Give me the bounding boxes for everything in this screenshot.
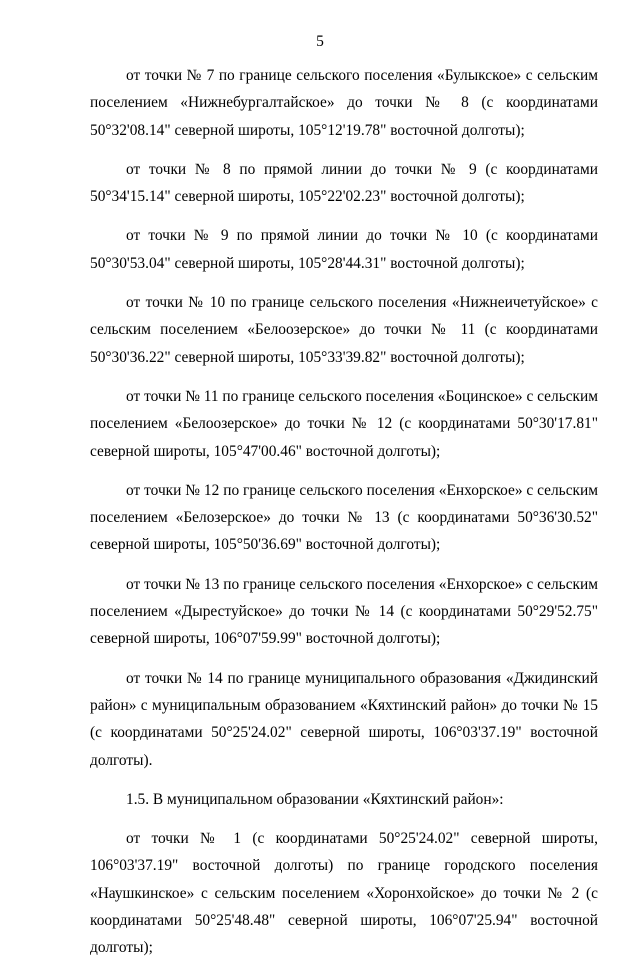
paragraph-point-14: от точки № 14 по границе муниципального образования «Джидинский район» с муниципальным образованием «Кяхтинский район» до точки № 15 (с координатами 50°25'24.02" северной широты, 106°03'37.19" восточной долготы). [90,669,598,769]
paragraph-point-10: от точки № 10 по границе сельского поселения «Нижнеичетуйское» с сельским поселением «Белоозерское» до точки № 11 (с координатами 50°30'36.22" северной широты, 105°33'39.82" восточной долготы); [90,294,598,366]
section-heading-1-5: 1.5. В муниципальном образовании «Кяхтинский район»: [126,790,504,808]
paragraph-point-11: от точки № 11 по границе сельского поселения «Боцинское» с сельским поселением «Белоозерское» до точки № 12 (с координатами 50°30'17.81" северной широты, 105°47'00.46" восточной долготы); [90,387,598,460]
document-body [90,62,598,974]
paragraph-point-8: от точки № 8 по прямой линии до точки № 9 (с координатами 50°34'15.14" северной широты, 105°22'02.23" восточной долготы); [90,160,598,206]
paragraph-point-13: от точки № 13 по границе сельского поселения «Енхорское» с сельским поселением «Дырестуйское» до точки № 14 (с координатами 50°29'52.75" северной широты, 106°07'59.99" восточной долготы); [90,575,598,648]
page-number: 5 [316,33,324,50]
paragraph-kyakhta-point-1: от точки № 1 (с координатами 50°25'24.02" северной широты, 106°03'37.19" восточной долготы) по границе городского поселения «Наушкинское» с сельским поселением «Хоронхойское» до точки № 2 (с координатами 50°25'48.48" северной широты, 106°07'25.94" восточной долготы); [90,830,598,957]
paragraph-point-7: от точки № 7 по границе сельского поселения «Булыкское» с сельским поселением «Нижнебургалтайское» до точки № 8 (с координатами 50°32'08.14" северной широты, 105°12'19.78" восточной долготы); [90,67,598,139]
paragraph-point-9: от точки № 9 по прямой линии до точки № 10 (с координатами 50°30'53.04" северной широты, 105°28'44.31" восточной долготы); [90,227,598,272]
paragraph-point-12: от точки № 12 по границе сельского поселения «Енхорское» с сельским поселением «Белозерское» до точки № 13 (с координатами 50°36'30.52" северной широты, 105°50'36.69" восточной долготы); [90,481,598,554]
